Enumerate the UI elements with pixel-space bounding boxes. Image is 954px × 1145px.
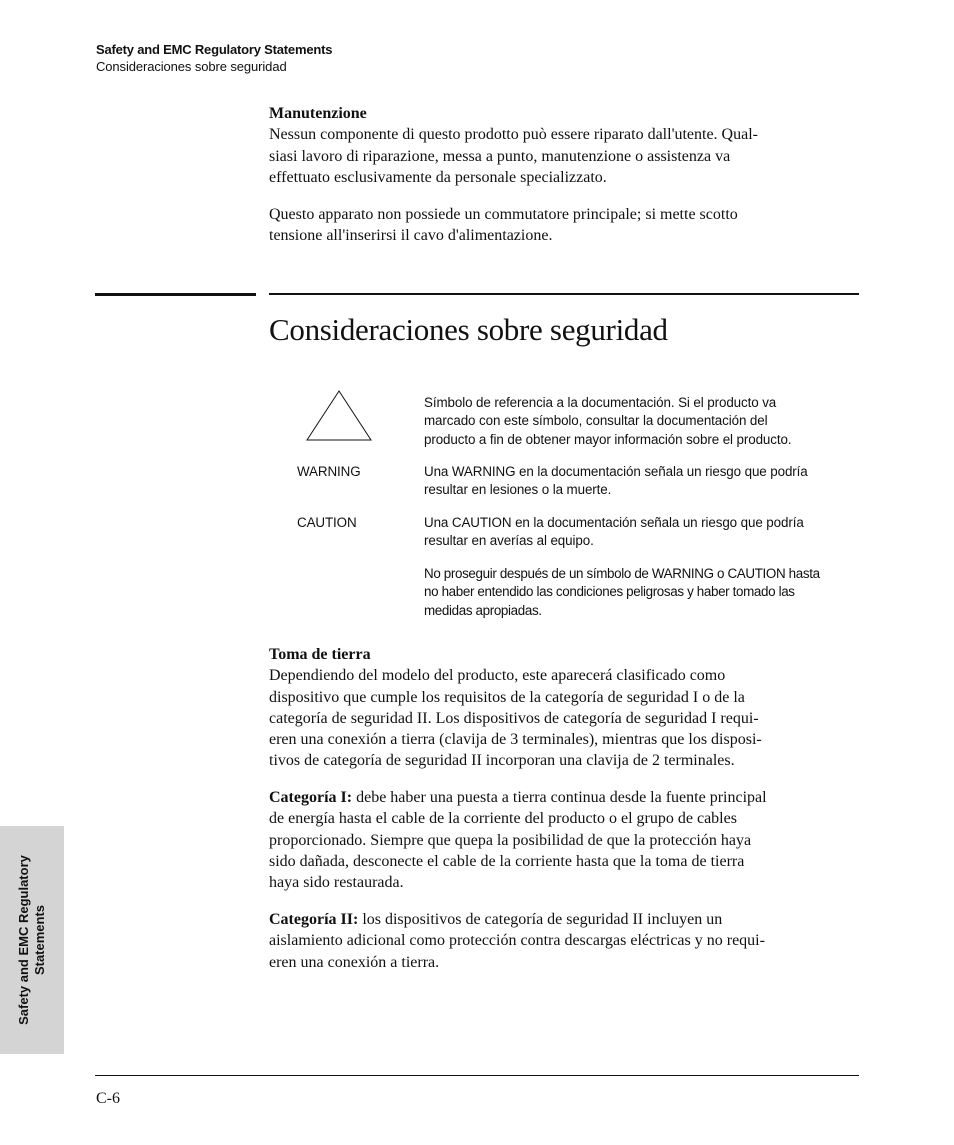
text-line: categoría de seguridad II. Los dispositivos de categoría de seguridad I requi- <box>269 709 759 727</box>
text-line: de energía hasta el cable de la corriente del producto o el grupo de cables <box>269 810 737 828</box>
text-line: haya sido restaurada. <box>269 874 404 892</box>
side-tab-label <box>16 830 48 1050</box>
triangle-symbol-description <box>424 394 864 449</box>
header-title: Safety and EMC Regulatory Statements <box>96 42 333 57</box>
text-line: tensione all'inserirsi il cavo d'alimentazione. <box>269 227 553 245</box>
text-line: Una WARNING en la documentación señala un riesgo que podría <box>424 464 808 479</box>
side-tab-line: Statements <box>32 904 47 976</box>
toma-paragraph <box>269 665 861 771</box>
text-line: Questo apparato non possiede un commutatore principale; si mette scotto <box>269 206 738 223</box>
manutenzione-paragraph-1 <box>269 124 861 188</box>
documentation-reference-triangle-icon <box>305 390 373 442</box>
text-line: Nessun componente di questo prodotto può essere riparato dall'utente. Qual- <box>269 126 758 144</box>
section-rule-right <box>269 293 859 295</box>
chapter-side-tab <box>0 826 64 1054</box>
text-line: Una CAUTION en la documentación señala un riesgo que podría <box>424 515 804 530</box>
toma-de-tierra-section <box>269 644 861 772</box>
text-line: medidas apropiadas. <box>424 602 542 618</box>
text-line: resultar en lesiones o la muerte. <box>424 482 612 498</box>
warning-label: WARNING <box>297 464 361 479</box>
running-header <box>96 41 332 75</box>
text-line: effettuato esclusivamente da personale specializzato. <box>269 168 607 186</box>
header-subtitle: Consideraciones sobre seguridad <box>96 59 287 74</box>
text-line: producto a fin de obtener mayor información sobre el producto. <box>424 431 792 447</box>
text-line: siasi lavoro di riparazione, messa a punto, manutenzione o assistenza va <box>269 147 731 165</box>
footer-rule <box>95 1075 859 1076</box>
text-line: aislamiento adicional como protección contra descargas eléctricas y no requi- <box>269 932 765 950</box>
categoria-1-label: Categoría I: <box>269 789 353 806</box>
categoria-2-label: Categoría II: <box>269 911 359 928</box>
section-rule-left <box>95 293 256 296</box>
text-line: proporcionado. Siempre que quepa la posibilidad de que la protección haya <box>269 831 752 849</box>
text-line: eren una conexión a tierra. <box>269 953 440 971</box>
warning-description <box>424 463 864 500</box>
text-line: debe haber una puesta a tierra continua desde la fuente principal <box>352 789 767 806</box>
caution-description <box>424 514 864 551</box>
categoria-2-paragraph <box>269 909 861 973</box>
categoria-1-paragraph <box>269 787 861 893</box>
page-number: C-6 <box>96 1090 120 1107</box>
manutenzione-section <box>269 103 861 188</box>
side-tab-line: Safety and EMC Regulatory <box>16 855 31 1025</box>
manutenzione-heading: Manutenzione <box>269 105 367 122</box>
text-line: marcado con este símbolo, consultar la documentación del <box>424 413 768 429</box>
text-line: tivos de categoría de seguridad II incorporan una clavija de 2 terminales. <box>269 752 735 770</box>
caution-label: CAUTION <box>297 515 357 530</box>
section-title: Consideraciones sobre seguridad <box>269 312 668 347</box>
text-line: dispositivo que cumple los requisitos de la categoría de seguridad I o de la <box>269 688 745 706</box>
toma-heading: Toma de tierra <box>269 646 371 663</box>
warning-caution-note <box>424 565 864 620</box>
text-line: Dependiendo del modelo del producto, este aparecerá clasificado como <box>269 667 726 685</box>
text-line: eren una conexión a tierra (clavija de 3 terminales), mientras que los disposi- <box>269 731 762 749</box>
text-line: Símbolo de referencia a la documentación. Si el producto va <box>424 395 777 410</box>
text-line: no haber entendido las condiciones peligrosas y haber tomado las <box>424 584 795 600</box>
manutenzione-paragraph-2 <box>269 204 861 247</box>
text-line: los dispositivos de categoría de seguridad II incluyen un <box>358 911 723 928</box>
text-line: sido dañada, desconecte el cable de la corriente hasta que la toma de tierra <box>269 852 745 870</box>
text-line: resultar en averías al equipo. <box>424 533 594 549</box>
text-line: No proseguir después de un símbolo de WARNING o CAUTION hasta <box>424 566 820 581</box>
